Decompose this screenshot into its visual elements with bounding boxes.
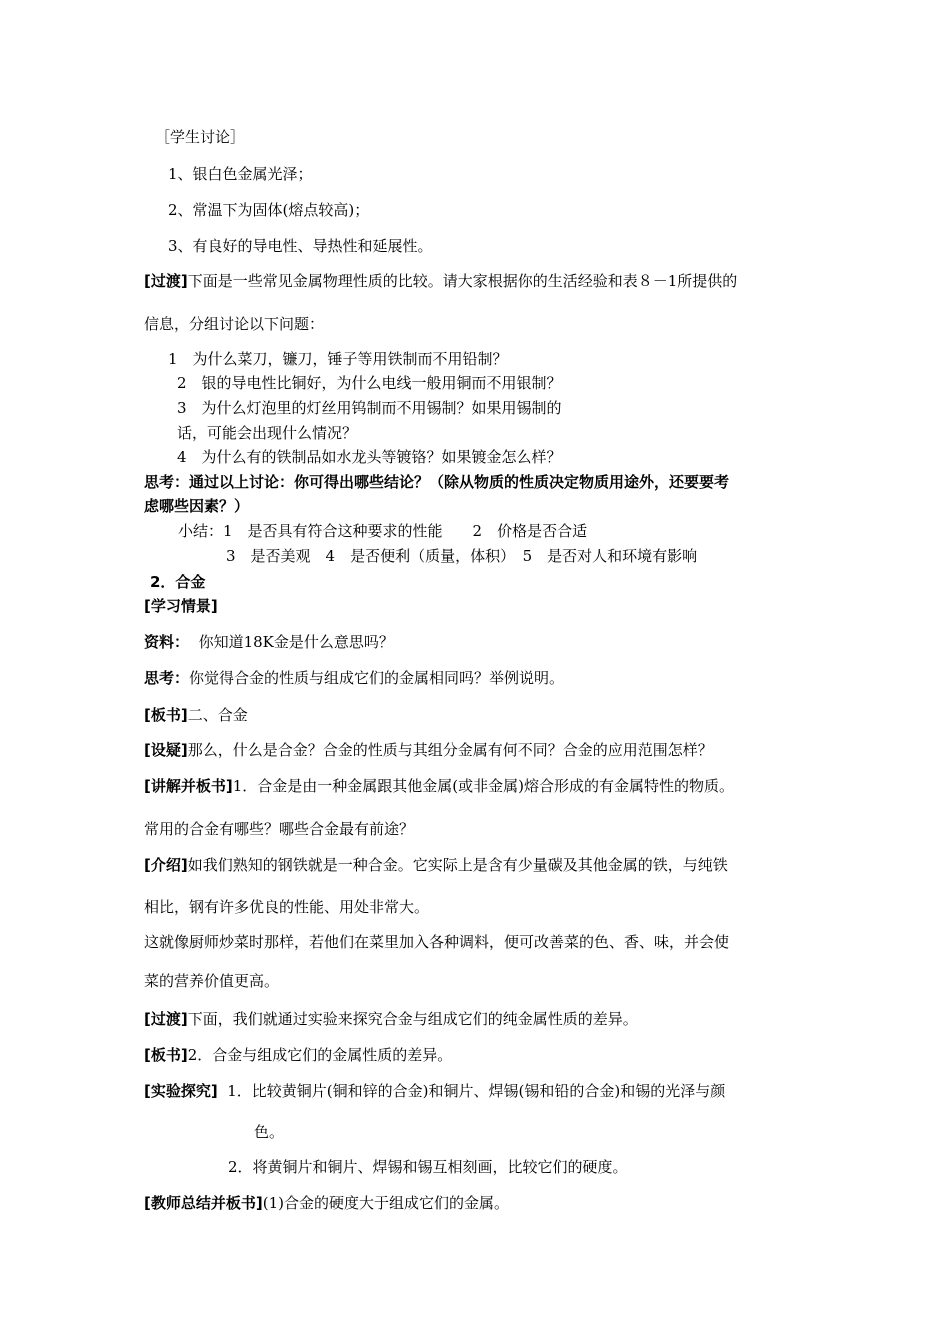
question-3-cont: 话，可能会出现什么情况？ xyxy=(177,424,358,442)
experiment-tag: [实验探究] xyxy=(144,1082,218,1100)
lecture-tag: [讲解并板书] xyxy=(144,777,233,795)
question-2: 2 银的导电性比铜好，为什么电线一般用铜而不用银制？ xyxy=(177,374,562,392)
question-1: 1 为什么菜刀，镰刀，锤子等用铁制而不用铅制？ xyxy=(168,350,508,368)
transition-text-cont: 信息，分组讨论以下问题： xyxy=(144,315,325,333)
think-paragraph xyxy=(144,668,564,688)
transition-paragraph xyxy=(144,271,737,291)
intro-paragraph xyxy=(144,855,728,875)
summary-line-1: 小结：1 是否具有符合这种要求的性能 2 价格是否合适 xyxy=(178,522,588,540)
board-paragraph-2 xyxy=(144,1045,452,1065)
intro-text: 如我们熟知的钢铁就是一种合金。它实际上是含有少量碳及其他金属的铁，与纯铁 xyxy=(187,856,728,874)
board-tag-1: [板书] xyxy=(144,706,188,724)
section-title-alloy: 2．合金 xyxy=(150,573,206,591)
question-tag: [设疑] xyxy=(144,741,188,759)
question-text: 那么，什么是合金？合金的性质与其组分金属有何不同？合金的应用范围怎样？ xyxy=(187,741,713,759)
conclusion-tag: [教师总结并板书] xyxy=(144,1194,263,1212)
board-text-2: 2．合金与组成它们的金属性质的差异。 xyxy=(187,1046,453,1064)
transition-tag-2: [过渡] xyxy=(144,1010,188,1028)
material-paragraph xyxy=(144,632,394,652)
transition-text: 下面是一些常见金属物理性质的比较。请大家根据你的生活经验和表８－1所提供的 xyxy=(187,272,738,290)
experiment-text: 1．比较黄铜片(铜和锌的合金)和铜片、焊锡(锡和铅的合金)和锡的光泽与颜 xyxy=(227,1082,726,1100)
transition-text-2: 下面，我们就通过实验来探究合金与组成它们的纯金属性质的差异。 xyxy=(187,1010,638,1028)
intro-analogy: 这就像厨师炒菜时那样，若他们在菜里加入各种调料，便可改善菜的色、香、味，并会使 xyxy=(144,933,730,951)
material-tag: 资料： xyxy=(144,633,190,651)
learning-scenario-tag: [学习情景] xyxy=(144,597,218,615)
board-text-1: 二、合金 xyxy=(187,706,248,724)
think-text: 你觉得合金的性质与组成它们的金属相同吗？举例说明。 xyxy=(189,669,565,687)
question-paragraph xyxy=(144,740,713,760)
intro-text-cont: 相比，钢有许多优良的性能、用处非常大。 xyxy=(144,898,430,916)
summary-line-2: 3 是否美观 4 是否便利（质量，体积） 5 是否对人和环境有影响 xyxy=(226,547,698,565)
lecture-paragraph xyxy=(144,776,734,796)
experiment-paragraph xyxy=(144,1081,725,1101)
board-tag-2: [板书] xyxy=(144,1046,188,1064)
discussion-item-3: 3、有良好的导电性、导热性和延展性。 xyxy=(168,237,433,255)
think-tag: 思考： xyxy=(144,669,190,687)
experiment-text-cont: 色。 xyxy=(254,1123,285,1141)
question-3: 3 为什么灯泡里的灯丝用钨制而不用锡制？如果用锡制的 xyxy=(177,399,562,417)
discussion-heading: ［学生讨论］ xyxy=(155,128,246,146)
think-conclusion: 思考：通过以上讨论：你可得出哪些结论？（除从物质的性质决定物质用途外，还要要考 xyxy=(144,473,730,491)
question-4: 4 为什么有的铁制品如水龙头等镀铬？如果镀金怎么样？ xyxy=(177,448,562,466)
lecture-text: 1．合金是由一种金属跟其他金属(或非金属)熔合形成的有金属特性的物质。 xyxy=(232,777,734,795)
lecture-text-cont: 常用的合金有哪些？哪些合金最有前途？ xyxy=(144,820,415,838)
board-paragraph-1 xyxy=(144,705,248,725)
intro-analogy-cont: 菜的营养价值更高。 xyxy=(144,972,280,990)
transition-paragraph-2 xyxy=(144,1009,638,1029)
think-conclusion-cont: 虑哪些因素？） xyxy=(144,497,250,515)
conclusion-text: (1)合金的硬度大于组成它们的金属。 xyxy=(262,1194,509,1212)
experiment-step-2: 2．将黄铜片和铜片、焊锡和锡互相刻画，比较它们的硬度。 xyxy=(228,1158,628,1176)
discussion-item-1: 1、银白色金属光泽； xyxy=(168,165,313,183)
conclusion-paragraph xyxy=(144,1193,509,1213)
discussion-item-2: 2、常温下为固体(熔点较高)； xyxy=(168,201,370,219)
transition-tag: [过渡] xyxy=(144,272,188,290)
intro-tag: [介绍] xyxy=(144,856,188,874)
material-text: 你知道18K金是什么意思吗？ xyxy=(198,633,394,651)
